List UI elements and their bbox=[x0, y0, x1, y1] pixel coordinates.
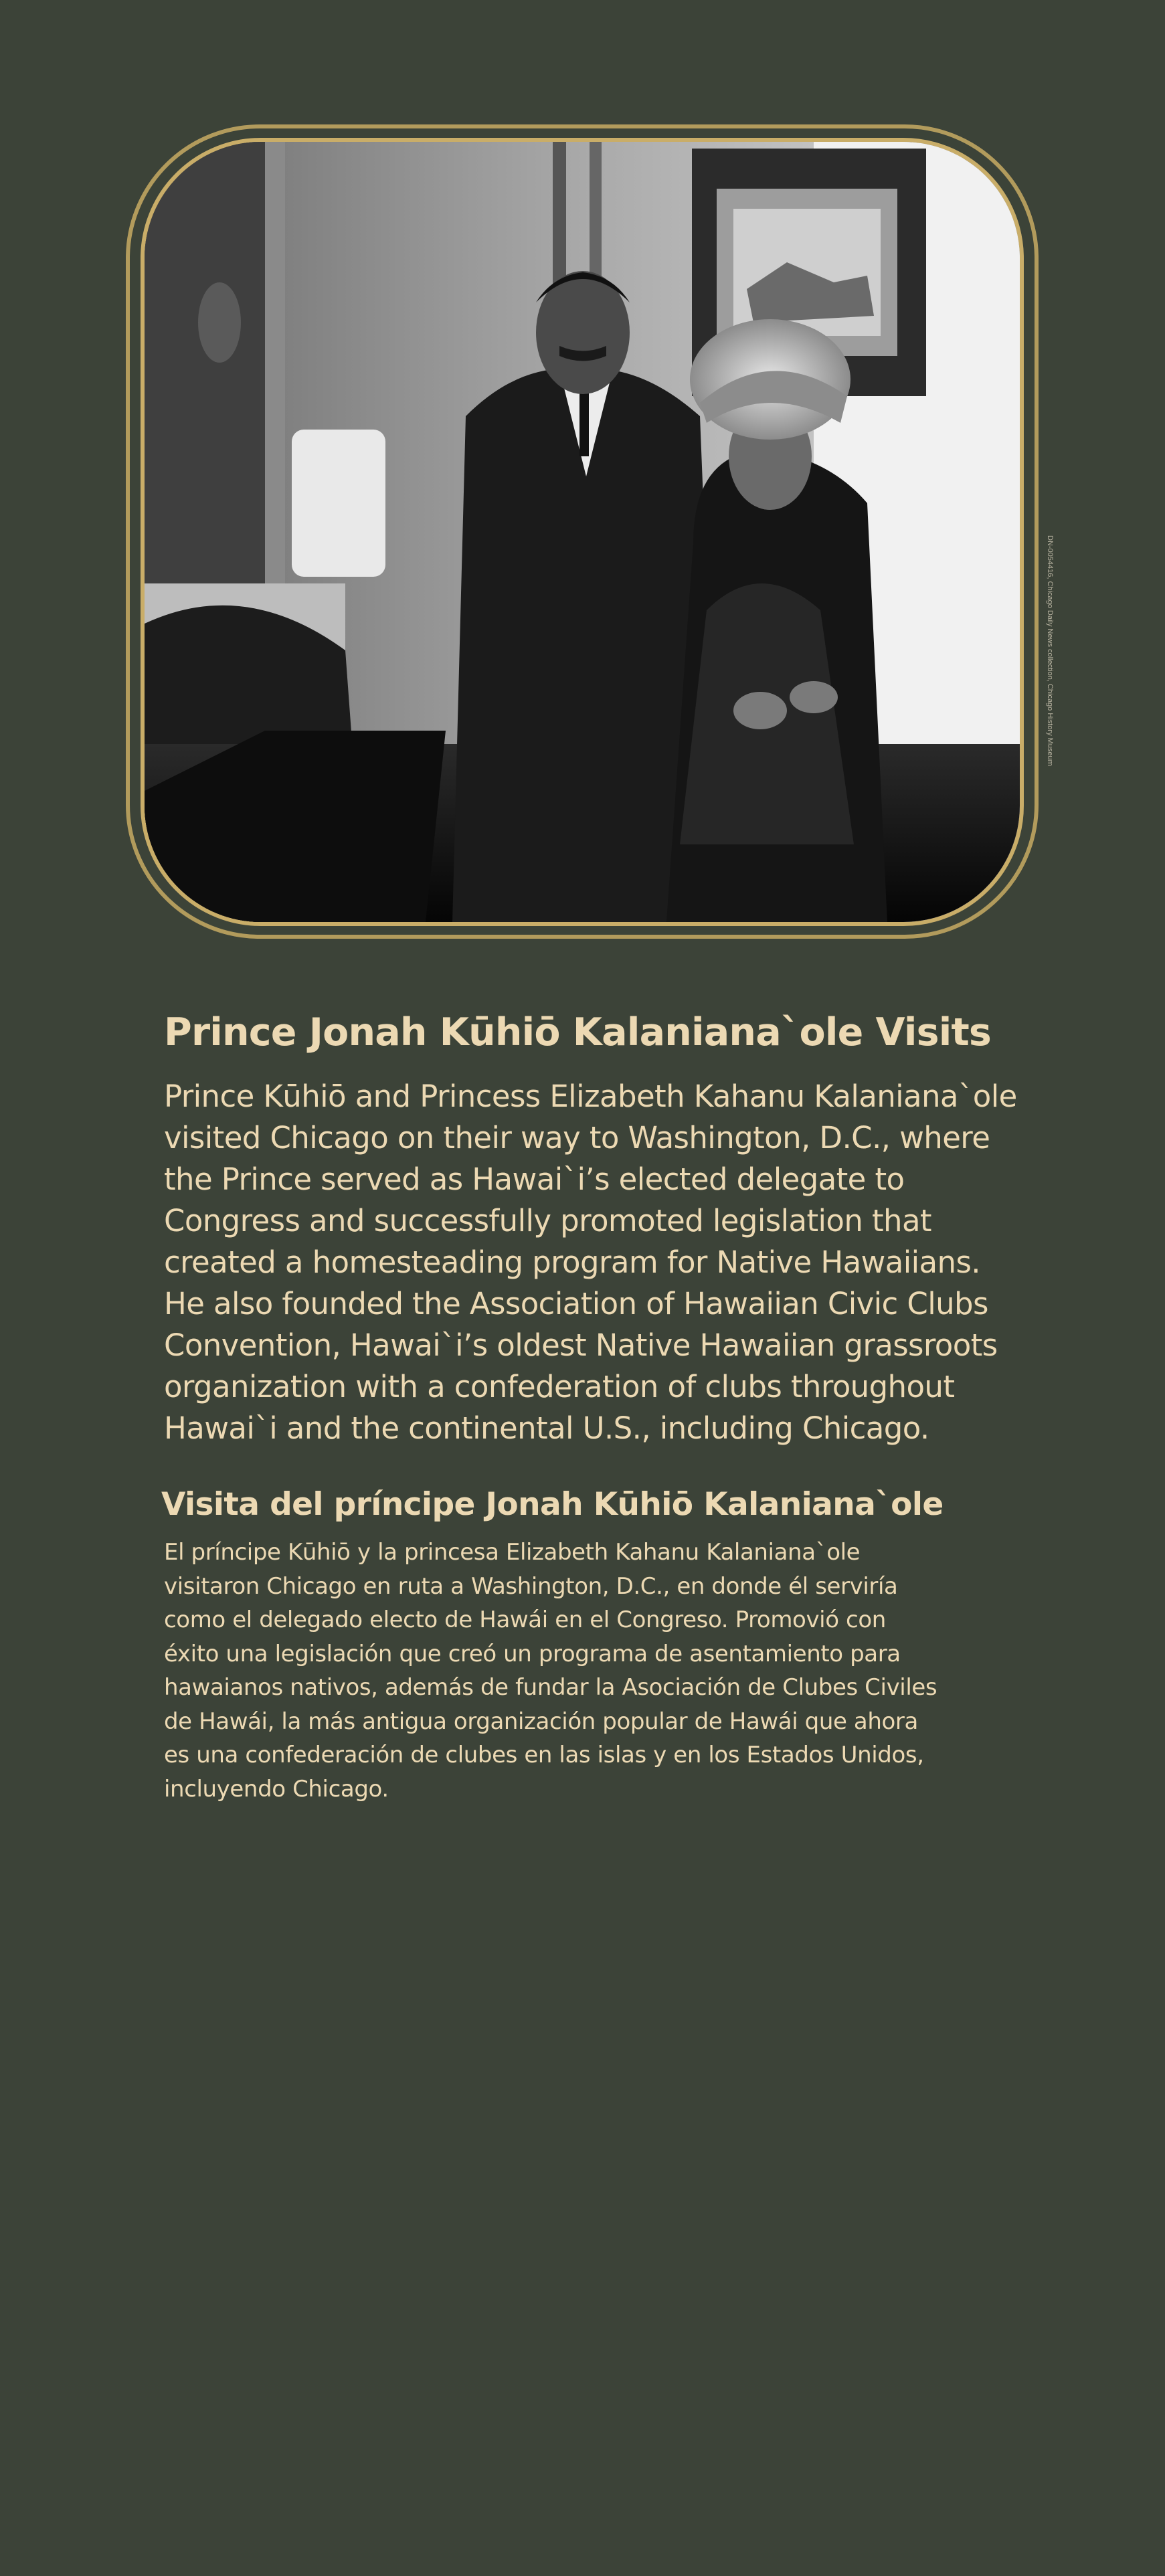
body-english-line: Prince Kūhiō and Princess Elizabeth Kahanu Kalaniana`ole bbox=[164, 1079, 1017, 1114]
body-spanish-line: incluyendo Chicago. bbox=[164, 1775, 389, 1803]
body-english-line: Congress and successfully promoted legislation that bbox=[164, 1203, 931, 1238]
photo-credit: DN-0054416, Chicago Daily News collection, Chicago History Museum bbox=[1046, 535, 1054, 766]
body-english-line: organization with a confederation of clubs throughout bbox=[164, 1369, 955, 1404]
body-english-line: Hawai`i and the continental U.S., including Chicago. bbox=[164, 1410, 929, 1446]
body-english-line: the Prince served as Hawai`i’s elected delegate to bbox=[164, 1162, 905, 1197]
body-spanish-line: es una confederación de clubes en las islas y en los Estados Unidos, bbox=[164, 1742, 924, 1768]
body-spanish-line: El príncipe Kūhiō y la princesa Elizabeth Kahanu Kalaniana`ole bbox=[164, 1539, 861, 1566]
body-spanish-line: hawaianos nativos, además de fundar la Asociación de Clubes Civiles bbox=[164, 1674, 937, 1701]
body-english bbox=[164, 1076, 1017, 1449]
body-spanish-line: como el delegado electo de Hawái en el Congreso. Promovió con bbox=[164, 1606, 886, 1633]
body-english-line: Convention, Hawai`i’s oldest Native Hawaiian grassroots bbox=[164, 1327, 998, 1363]
body-spanish bbox=[164, 1536, 937, 1806]
body-spanish-line: visitaron Chicago en ruta a Washington, D.C., en donde él serviría bbox=[164, 1572, 898, 1600]
title-english: Prince Jonah Kūhiō Kalaniana`ole Visits bbox=[164, 1010, 992, 1054]
title-spanish: Visita del príncipe Jonah Kūhiō Kalaniana`ole bbox=[161, 1486, 944, 1523]
body-spanish-line: de Hawái, la más antigua organización popular de Hawái que ahora bbox=[164, 1708, 918, 1735]
body-english-line: He also founded the Association of Hawaiian Civic Clubs bbox=[164, 1286, 988, 1321]
body-english-line: created a homesteading program for Native Hawaiians. bbox=[164, 1245, 980, 1280]
body-english-line: visited Chicago on their way to Washington, D.C., where bbox=[164, 1120, 990, 1156]
body-spanish-line: éxito una legislación que creó un programa de asentamiento para bbox=[164, 1640, 901, 1667]
historical-photo bbox=[141, 138, 1024, 926]
